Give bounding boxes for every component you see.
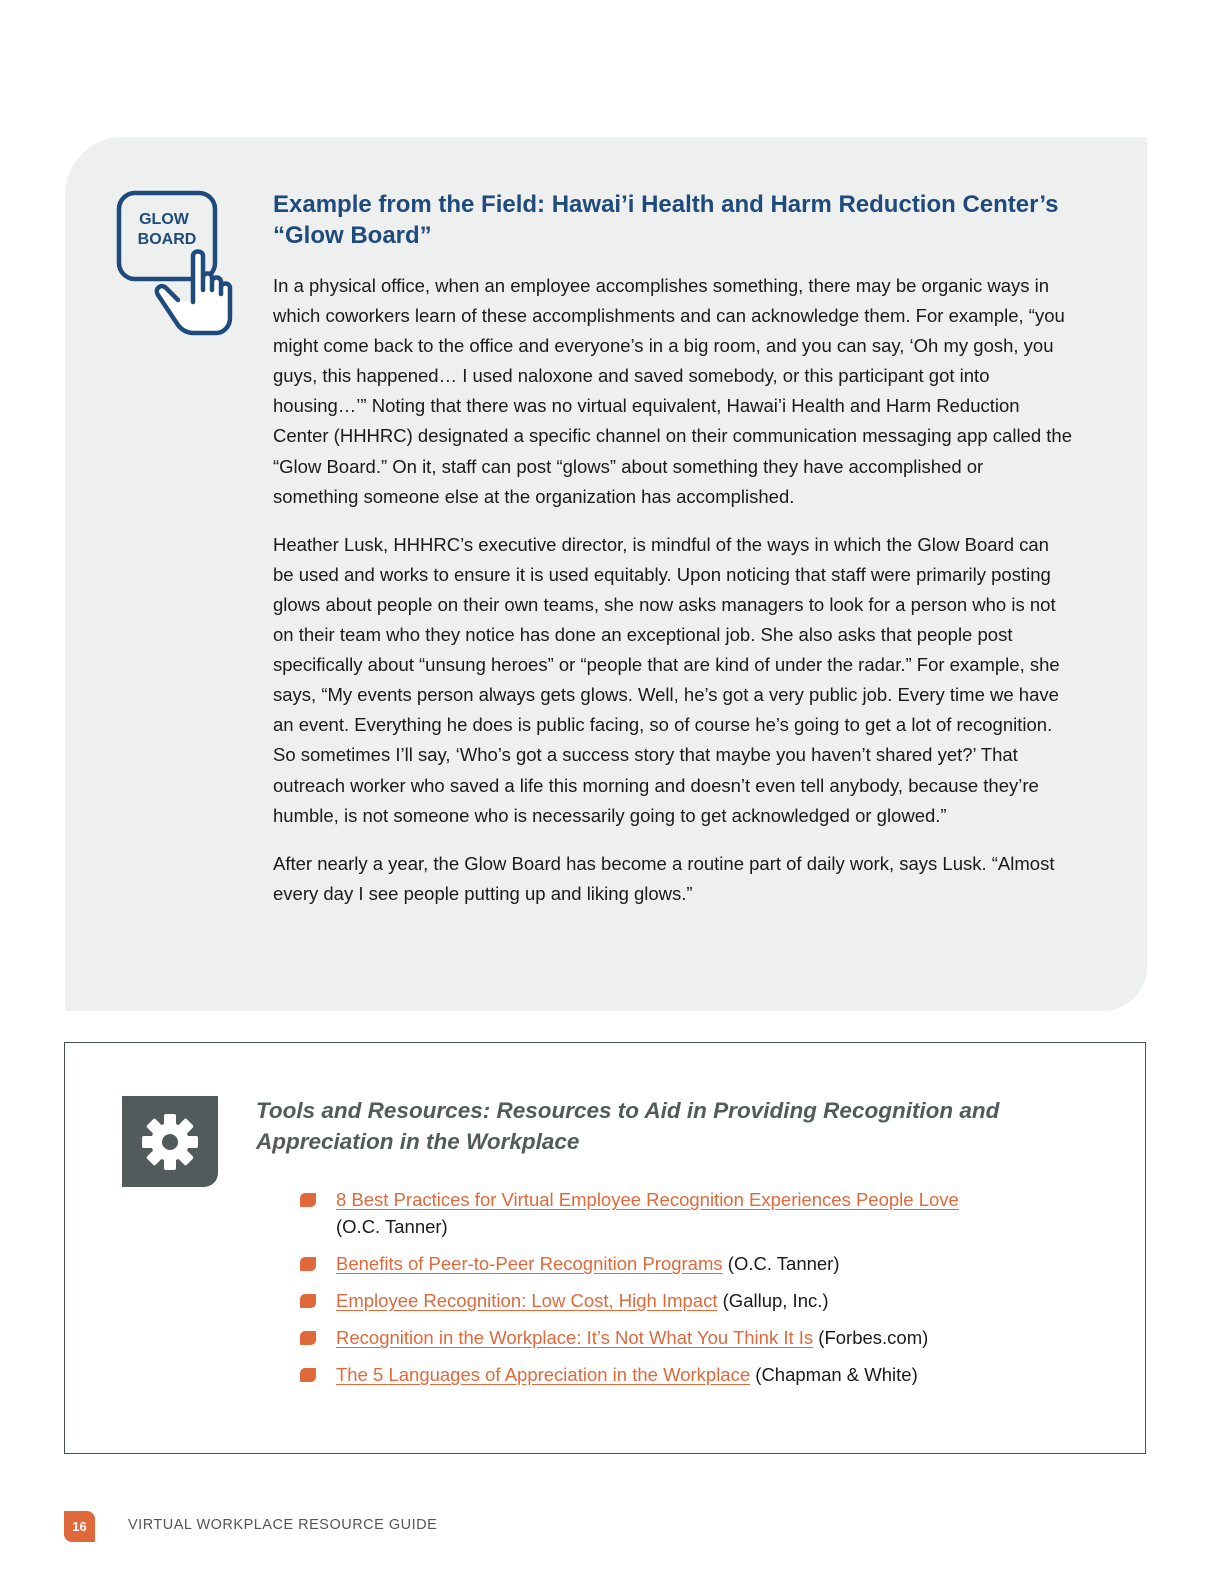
bullet-icon xyxy=(300,1368,316,1382)
resource-list xyxy=(298,1186,1018,1398)
bullet-icon xyxy=(300,1331,316,1345)
example-paragraph: Heather Lusk, HHHRC’s executive director, is mindful of the ways in which the Glow Board can be used and works to ensure it is used equitably. Upon noticing that staff were primarily posting glows about people on their own teams, she now asks managers to look for a person who is not on their team who they notice has done an exceptional job. She also asks that people post specifically about “unsung heroes” or “people that are kind of under the radar.” For example, she says, “My events person always gets glows. Well, he’s got a very public job. Every time we have an event. Everything he does is public facing, so of course he’s going to get a lot of recognition. So sometimes I’ll say, ‘Who’s got a success story that maybe you haven’t shared yet?’ That outreach worker who saved a life this morning and doesn’t even tell anybody, because they’re humble, is not someone who is necessarily going to get acknowledged or glowed.” xyxy=(273,533,1060,826)
page-number: 16 xyxy=(64,1511,95,1542)
resource-source: (Gallup, Inc.) xyxy=(722,1290,829,1311)
resource-link[interactable]: 8 Best Practices for Virtual Employee Recognition Experiences People Love xyxy=(336,1189,959,1210)
example-paragraph: After nearly a year, the Glow Board has become a routine part of daily work, says Lusk. “Almost every day I see people putting up and liking glows.” xyxy=(273,852,1055,904)
guide-title: VIRTUAL WORKPLACE RESOURCE GUIDE xyxy=(128,1517,438,1533)
bullet-icon xyxy=(300,1294,316,1308)
resource-item xyxy=(298,1186,1018,1240)
resource-source: (O.C. Tanner) xyxy=(336,1216,448,1237)
resource-item xyxy=(298,1361,1018,1388)
resource-link[interactable]: The 5 Languages of Appreciation in the Workplace xyxy=(336,1364,751,1385)
resource-link[interactable]: Benefits of Peer-to-Peer Recognition Programs xyxy=(336,1253,723,1274)
resource-item xyxy=(298,1250,1018,1277)
resource-item xyxy=(298,1287,1018,1314)
resource-link[interactable]: Recognition in the Workplace: It’s Not What You Think It Is xyxy=(336,1327,814,1348)
gear-icon xyxy=(140,1112,200,1172)
glow-icon-label-line2: BOARD xyxy=(137,231,197,248)
bullet-icon xyxy=(300,1193,316,1207)
glow-icon-label-line1: GLOW xyxy=(139,211,189,228)
tools-title: Tools and Resources: Resources to Aid in Providing Recognition and Appreciation in the Workplace xyxy=(256,1098,1000,1154)
resource-link[interactable]: Employee Recognition: Low Cost, High Impact xyxy=(336,1290,718,1311)
glow-board-hand-icon xyxy=(116,190,236,340)
resource-item xyxy=(298,1324,1018,1351)
resource-source: (Forbes.com) xyxy=(818,1327,929,1348)
gear-tile xyxy=(122,1096,218,1187)
example-title: Example from the Field: Hawai’i Health and Harm Reduction Center’s “Glow Board” xyxy=(273,191,1059,249)
resource-source: (Chapman & White) xyxy=(755,1364,918,1385)
example-body xyxy=(273,271,1073,927)
example-paragraph: In a physical office, when an employee accomplishes something, there may be organic ways in which coworkers learn of these accomplishments and can acknowledge them. For example, “you might come back to the office and everyone’s in a big room, and you can say, ‘Oh my gosh, you guys, this happened… I used naloxone and saved somebody, or this participant got into housing…’” Noting that there was no virtual equivalent, Hawai’i Health and Harm Reduction Center (HHHRC) designated a specific channel on their communication messaging app called the “Glow Board.” On it, staff can post “glows” about something they have accomplished or something someone else at the organization has accomplished. xyxy=(273,275,1072,507)
bullet-icon xyxy=(300,1257,316,1271)
resource-source: (O.C. Tanner) xyxy=(727,1253,840,1274)
